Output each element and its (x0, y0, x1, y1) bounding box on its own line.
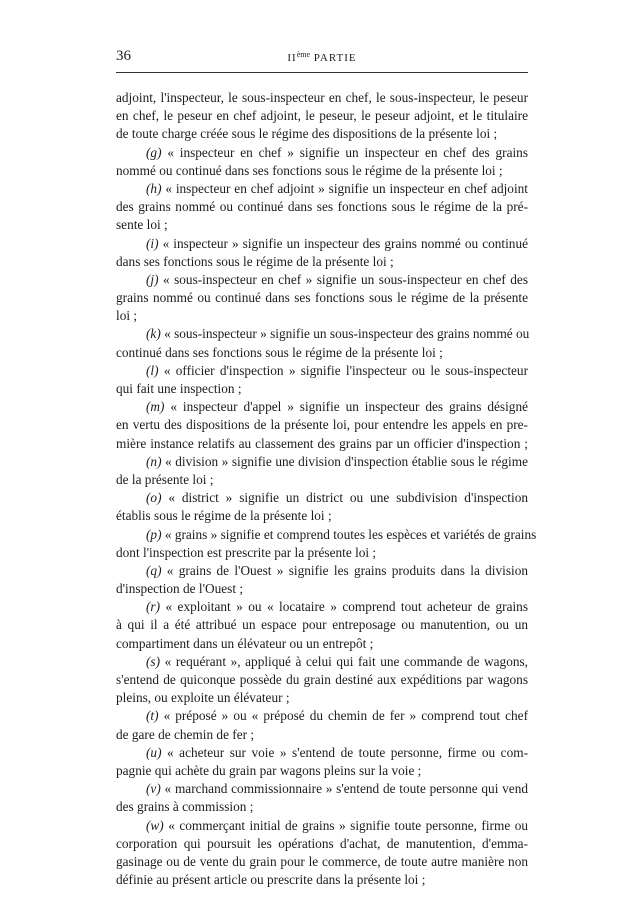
text-line (116, 453, 528, 471)
clause-label: (v) (146, 781, 161, 797)
part-word: PARTIE (313, 52, 357, 64)
text-line (116, 653, 528, 671)
line-text: établis sous le régime de la présente loi ; (116, 508, 332, 524)
line-text: compartiment dans un élévateur ou un entrepôt ; (116, 635, 374, 651)
line-text: nommé ou continué dans ses fonctions sous le régime de la présente loi ; (116, 162, 503, 178)
text-line (116, 325, 528, 343)
line-text: en chef, le peseur en chef adjoint, le peseur, le peseur adjoint, et le titulaire (116, 108, 528, 124)
line-text: adjoint, l'inspecteur, le sous-inspecteur en chef, le sous-inspecteur, le peseur (116, 90, 528, 105)
text-line (116, 125, 528, 143)
text-line (116, 471, 528, 489)
line-text: « district » signifie un district ou une subdivision d'inspection (161, 490, 528, 506)
text-line (116, 362, 528, 380)
text-line (116, 598, 528, 616)
line-text: « requérant », appliqué à celui qui fait une commande de wagons, (160, 653, 528, 669)
text-line (116, 817, 528, 835)
line-text: grains nommé ou continué dans ses fonctions sous le régime de la présente (116, 290, 528, 306)
text-line (116, 216, 528, 234)
text-line (116, 271, 528, 289)
line-text: des grains à commission ; (116, 799, 254, 815)
text-line (116, 871, 528, 889)
line-text: « commerçant initial de grains » signifie toute personne, firme ou (163, 817, 528, 833)
clause-label: (q) (146, 562, 162, 578)
line-text: mière instance relatifs au classement des grains par un officier d'inspection ; (116, 435, 528, 451)
header-rule (116, 72, 528, 73)
line-text: de toute charge créée sous le régime des dispositions de la présente loi ; (116, 126, 498, 142)
line-text: « marchand commissionnaire » s'entend de toute personne qui vend (160, 781, 528, 797)
line-text: gasinage ou de vente du grain pour le commerce, de toute autre manière non (116, 853, 528, 869)
text-line (116, 635, 528, 653)
text-line (116, 726, 528, 744)
text-line (116, 489, 528, 507)
part-superscript: ème (296, 50, 311, 59)
line-text: en vertu des dispositions de la présente loi, pour entendre les appels en pre- (116, 417, 528, 433)
text-line (116, 544, 528, 562)
line-text: sente loi ; (116, 217, 168, 233)
text-line (116, 180, 528, 198)
text-line (116, 380, 528, 398)
text-line (116, 835, 528, 853)
text-line (116, 762, 528, 780)
text-line (116, 416, 528, 434)
line-text: pagnie qui achète du grain par wagons pleins sur la voie ; (116, 762, 422, 778)
line-text: loi ; (116, 308, 138, 324)
line-text: « division » signifie une division d'inspection établie sous le régime (161, 453, 528, 469)
text-line (116, 507, 528, 525)
text-line (116, 344, 528, 362)
line-text: qui fait une inspection ; (116, 381, 242, 396)
line-text: « inspecteur en chef » signifie un inspecteur en chef des grains (161, 144, 528, 160)
line-text: « grains » signifie et comprend toutes les espèces et variétés de grains (161, 526, 537, 542)
text-line (116, 307, 528, 325)
line-text: d'inspection de l'Ouest ; (116, 581, 244, 597)
line-text: « inspecteur en chef adjoint » signifie un inspecteur en chef adjoint (161, 180, 528, 196)
line-text: pleins, ou exploite un élévateur ; (116, 690, 290, 706)
text-line (116, 689, 528, 707)
text-line (116, 398, 528, 416)
clause-label: (r) (146, 599, 161, 615)
page-header (116, 48, 528, 70)
line-text: s'entend de quiconque possède du grain destiné aux expéditions par wagons (116, 672, 528, 687)
text-line (116, 707, 528, 725)
text-line (116, 289, 528, 307)
clause-label: (u) (146, 744, 162, 760)
clause-label: (l) (146, 362, 159, 378)
clause-label: (w) (146, 817, 164, 833)
line-text: « grains de l'Ouest » signifie les grains produits dans la division (161, 562, 528, 578)
text-line (116, 198, 528, 216)
line-text: « officier d'inspection » signifie l'inspecteur ou le sous-inspecteur (158, 362, 528, 378)
text-line (116, 235, 528, 253)
text-line (116, 853, 528, 871)
line-text: « inspecteur d'appel » signifie un inspecteur des grains désigné (164, 399, 528, 415)
text-line (116, 616, 528, 634)
line-text: corporation qui poursuit les opérations d'achat, de manutention, d'emma- (116, 835, 528, 851)
text-line (116, 562, 528, 580)
clause-label: (i) (146, 235, 159, 251)
text-line (116, 580, 528, 598)
text-line (116, 744, 528, 762)
line-text: dans ses fonctions sous le régime de la présente loi ; (116, 253, 394, 269)
clause-label: (o) (146, 490, 162, 506)
page-number: 36 (116, 48, 131, 64)
body-text (116, 89, 537, 889)
line-text: à qui il a été attribué un espace pour entreposage ou manutention, ou un (116, 617, 528, 633)
text-line (116, 435, 528, 453)
clause-label: (h) (146, 180, 162, 196)
text-line (116, 107, 528, 125)
text-line (116, 671, 528, 689)
part-roman: II (287, 52, 297, 64)
clause-label: (n) (146, 453, 162, 469)
line-text: dont l'inspection est prescrite par la présente loi ; (116, 544, 377, 560)
clause-label: (p) (146, 526, 162, 542)
text-line (116, 526, 537, 544)
clause-label: (k) (146, 326, 161, 342)
line-text: « sous-inspecteur en chef » signifie un sous-inspecteur en chef des (158, 271, 528, 287)
line-text: « exploitant » ou « locataire » comprend tout acheteur de grains (160, 599, 528, 615)
running-head (116, 50, 528, 64)
text-line (116, 89, 528, 107)
line-text: « inspecteur » signifie un inspecteur des grains nommé ou continué (158, 235, 528, 251)
line-text: de la présente loi ; (116, 471, 214, 487)
text-line (116, 798, 528, 816)
line-text: « acheteur sur voie » s'entend de toute personne, firme ou com- (161, 744, 528, 760)
line-text: des grains nommé ou continué dans ses fonctions sous le régime de la pré- (116, 199, 528, 215)
text-line (116, 144, 528, 162)
text-line (116, 162, 528, 180)
clause-label: (g) (146, 144, 162, 160)
line-text: « préposé » ou « préposé du chemin de fer » comprend tout chef (158, 708, 528, 724)
clause-label: (t) (146, 708, 159, 724)
line-text: continué dans ses fonctions sous le régime de la présente loi ; (116, 344, 443, 360)
line-text: de gare de chemin de fer ; (116, 726, 255, 742)
text-line (116, 780, 528, 798)
clause-label: (m) (146, 399, 165, 415)
clause-label: (j) (146, 271, 159, 287)
clause-label: (s) (146, 653, 161, 669)
line-text: définie au présent article ou prescrite dans la présente loi ; (116, 872, 426, 888)
line-text: « sous-inspecteur » signifie un sous-inspecteur des grains nommé ou (160, 326, 530, 342)
text-line (116, 253, 528, 271)
